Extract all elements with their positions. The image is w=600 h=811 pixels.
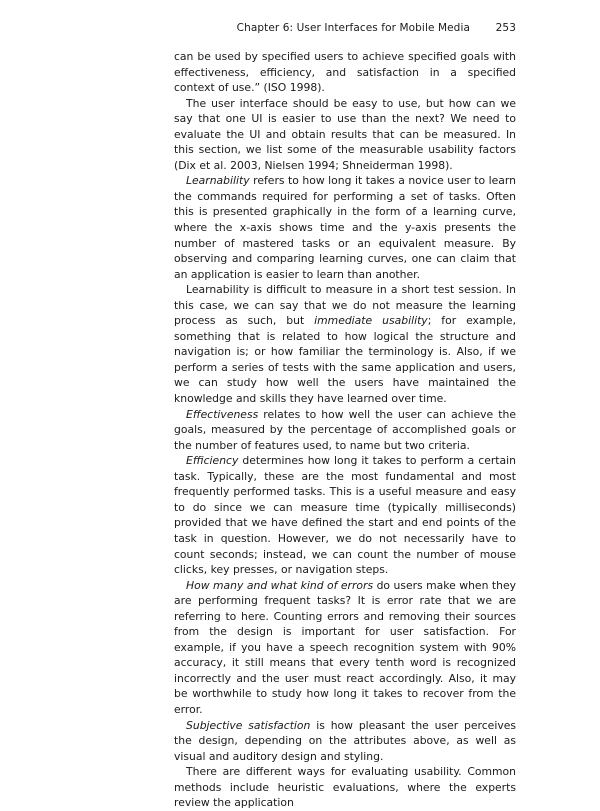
paragraph-effectiveness [174,407,516,454]
term-immediate-usability: immediate usability [314,314,428,328]
paragraph-text: relates to how well the user can achieve the goals, measured by the percentage of accomplished goals or the number of features used, to name but two criteria. [174,407,516,452]
paragraph-ui-evaluation [174,96,516,174]
paragraph-evaluation-methods [174,764,516,811]
paragraph-text: do users make when they are performing frequent tasks? It is error rate that we are referring to here. Counting errors and removing their sources from the design is important for user satisfaction. For example, if you have a speech recognition system with 90% accuracy, it still means that every tenth word is recognized incorrectly and the user must react accordingly. Also, it may be worthwhile to study how long it takes to recover from the error. [174,578,516,716]
term-efficiency: Efficiency [186,454,239,468]
term-learnability: Learnability [186,174,250,188]
running-header [174,22,516,38]
page-number: 253 [495,22,516,34]
paragraph-text: There are different ways for evaluating usability. Common methods include heuristic evaluations, where the experts review the application [174,765,516,810]
paragraph-text: refers to how long it takes a novice user to learn the commands required for performing a set of tasks. Often this is presented graphically in the form of a learning curve, where the x-axis shows time and the y-axis presents the number of mastered tasks or an equivalent measure. By observing and comparing learning curves, one can claim that an application is easier to learn than another. [174,174,516,281]
paragraph-errors [174,578,516,718]
paragraph-text-continued: ; for example, something that is related to how logical the structure and navigation is; or how familiar the terminology is. Also, if we perform a series of tests with the same application and users, we can study how well the users have maintained the knowledge and skills they have learned over time. [174,314,516,406]
paragraph-subjective-satisfaction [174,718,516,765]
paragraph-text: Learnability is difficult to measure in a short test session. In this case, we can say that we do not measure the learning process as such, but [174,283,516,328]
paragraph-learnability [174,173,516,282]
paragraph-text: can be used by specified users to achieve specified goals with effectiveness, efficiency, and satisfaction in a specified context of use.” (ISO 1998). [174,50,516,95]
paragraph-iso-quote-end [174,49,516,96]
paragraph-text: The user interface should be easy to use, but how can we say that one UI is easier to use than the next? We need to evaluate the UI and obtain results that can be measured. In this section, we list some of the measurable usability factors (Dix et al. 2003, Nielsen 1994; Shneiderman 1998). [174,96,516,172]
paragraph-text: determines how long it takes to perform a certain task. Typically, these are the most fundamental and most frequently performed tasks. This is a useful measure and easy to do since we can measure time (typically milliseconds) provided that we have defined the start and end points of the task in question. However, we do not necessarily have to count seconds; instead, we can count the number of mouse clicks, key presses, or navigation steps. [174,454,516,577]
body-text [174,49,516,811]
chapter-title: Chapter 6: User Interfaces for Mobile Media [236,22,470,34]
term-effectiveness: Effectiveness [186,407,259,421]
paragraph-efficiency [174,453,516,577]
paragraph-text: is how pleasant the user perceives the design, depending on the attributes above, as well as visual and auditory design and styling. [174,718,516,763]
paragraph-immediate-usability [174,282,516,406]
term-subjective-satisfaction: Subjective satisfaction [186,718,311,732]
term-errors: How many and what kind of errors [186,578,374,592]
